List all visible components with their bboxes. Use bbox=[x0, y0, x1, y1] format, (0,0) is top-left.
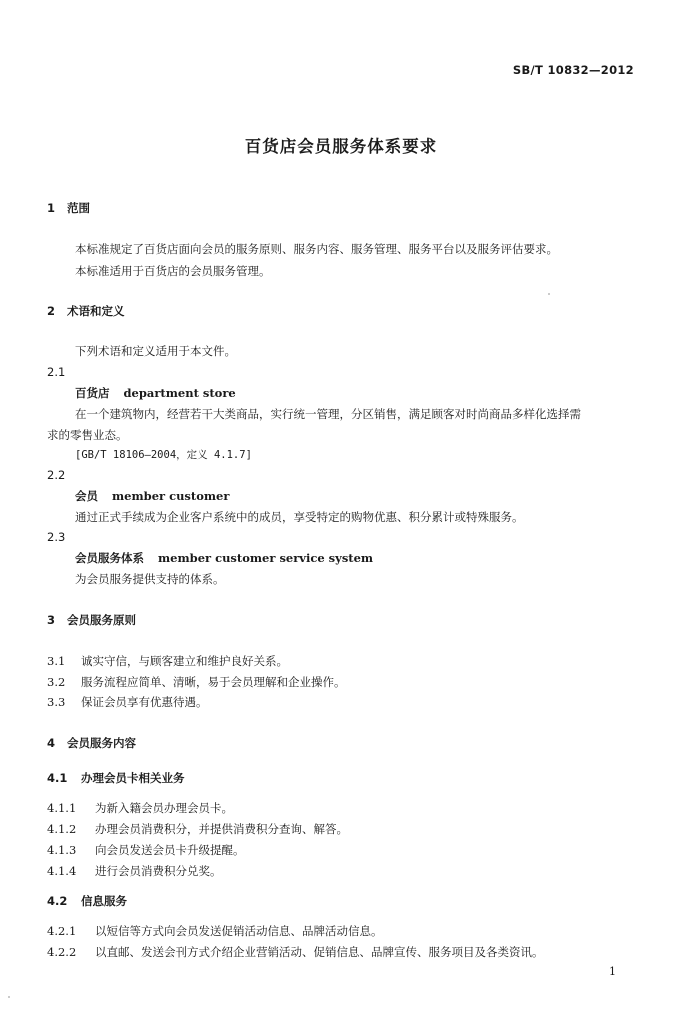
section-title: 会员服务内容 bbox=[67, 736, 136, 750]
clause-4-2-2 bbox=[47, 945, 544, 959]
section-1-paragraph-2: 本标准适用于百货店的会员服务管理。 bbox=[75, 264, 271, 278]
section-4-heading bbox=[47, 736, 136, 750]
term-2-1-definition-line-1: 在一个建筑物内，经营若干大类商品，实行统一管理，分区销售，满足顾客对时尚商品多样化选择需 bbox=[75, 407, 581, 421]
clause-4-2-1 bbox=[47, 924, 383, 938]
scan-speck bbox=[8, 996, 10, 998]
document-title: 百货店会员服务体系要求 bbox=[244, 137, 438, 156]
term-2-1-heading bbox=[75, 386, 236, 400]
section-title: 办理会员卡相关业务 bbox=[81, 771, 185, 785]
term-2-1-number: 2.1 bbox=[47, 365, 66, 379]
clause-number: 4.1.3 bbox=[47, 843, 77, 857]
clause-3-2 bbox=[47, 675, 346, 689]
clause-number: 4.2.1 bbox=[47, 924, 77, 938]
term-zh: 百货店 bbox=[75, 386, 110, 400]
term-en: member customer bbox=[112, 489, 230, 503]
clause-text: 进行会员消费积分兑奖。 bbox=[95, 864, 222, 878]
clause-number: 3.2 bbox=[47, 675, 66, 689]
scan-speck bbox=[548, 293, 550, 295]
term-zh: 会员 bbox=[75, 489, 98, 503]
clause-4-1-1 bbox=[47, 801, 233, 815]
section-title: 会员服务原则 bbox=[67, 613, 136, 627]
clause-number: 4.2.2 bbox=[47, 945, 77, 959]
section-4-1-heading bbox=[47, 771, 185, 785]
clause-number: 3.3 bbox=[47, 695, 66, 709]
section-number: 2 bbox=[47, 304, 56, 318]
clause-number: 4.1.1 bbox=[47, 801, 77, 815]
section-number: 3 bbox=[47, 613, 56, 627]
term-zh: 会员服务体系 bbox=[75, 551, 144, 565]
clause-number: 4.1.2 bbox=[47, 822, 77, 836]
section-3-heading bbox=[47, 613, 136, 627]
term-2-3-heading bbox=[75, 551, 373, 565]
term-2-2-heading bbox=[75, 489, 229, 503]
clause-4-1-2 bbox=[47, 822, 348, 836]
page-number: 1 bbox=[609, 965, 616, 978]
clause-3-1 bbox=[47, 654, 288, 668]
section-1-paragraph-1: 本标准规定了百货店面向会员的服务原则、服务内容、服务管理、服务平台以及服务评估要求。 bbox=[75, 242, 558, 256]
section-1-heading bbox=[47, 201, 90, 215]
section-2-heading bbox=[47, 304, 125, 318]
clause-number: 3.1 bbox=[47, 654, 66, 668]
section-title: 范围 bbox=[67, 201, 90, 215]
section-2-intro: 下列术语和定义适用于本文件。 bbox=[75, 344, 236, 358]
section-number: 4.1 bbox=[47, 771, 68, 785]
clause-4-1-4 bbox=[47, 864, 222, 878]
clause-text: 为新入籍会员办理会员卡。 bbox=[95, 801, 233, 815]
term-2-3-definition: 为会员服务提供支持的体系。 bbox=[75, 572, 225, 586]
section-number: 4 bbox=[47, 736, 56, 750]
clause-text: 服务流程应简单、清晰，易于会员理解和企业操作。 bbox=[81, 675, 346, 689]
term-2-1-reference: [GB/T 18106—2004，定义 4.1.7] bbox=[75, 449, 252, 461]
clause-3-3 bbox=[47, 695, 208, 709]
clause-text: 办理会员消费积分，并提供消费积分查询、解答。 bbox=[95, 822, 348, 836]
clause-text: 保证会员享有优惠待遇。 bbox=[81, 695, 208, 709]
section-number: 1 bbox=[47, 201, 56, 215]
section-4-2-heading bbox=[47, 894, 127, 908]
term-2-2-number: 2.2 bbox=[47, 468, 66, 482]
standard-code: SB/T 10832—2012 bbox=[512, 63, 634, 77]
clause-4-1-3 bbox=[47, 843, 245, 857]
section-title: 信息服务 bbox=[81, 894, 127, 908]
term-2-3-number: 2.3 bbox=[47, 530, 66, 544]
clause-number: 4.1.4 bbox=[47, 864, 77, 878]
term-2-2-definition: 通过正式手续成为企业客户系统中的成员，享受特定的购物优惠、积分累计或特殊服务。 bbox=[75, 510, 524, 524]
term-2-1-definition-line-2: 求的零售业态。 bbox=[47, 428, 128, 442]
term-en: member customer service system bbox=[158, 551, 374, 565]
clause-text: 向会员发送会员卡升级提醒。 bbox=[95, 843, 245, 857]
clause-text: 诚实守信，与顾客建立和维护良好关系。 bbox=[81, 654, 288, 668]
term-en: department store bbox=[123, 386, 236, 400]
section-number: 4.2 bbox=[47, 894, 68, 908]
clause-text: 以直邮、发送会刊方式介绍企业营销活动、促销信息、品牌宣传、服务项目及各类资讯。 bbox=[95, 945, 544, 959]
section-title: 术语和定义 bbox=[67, 304, 125, 318]
clause-text: 以短信等方式向会员发送促销活动信息、品牌活动信息。 bbox=[95, 924, 383, 938]
